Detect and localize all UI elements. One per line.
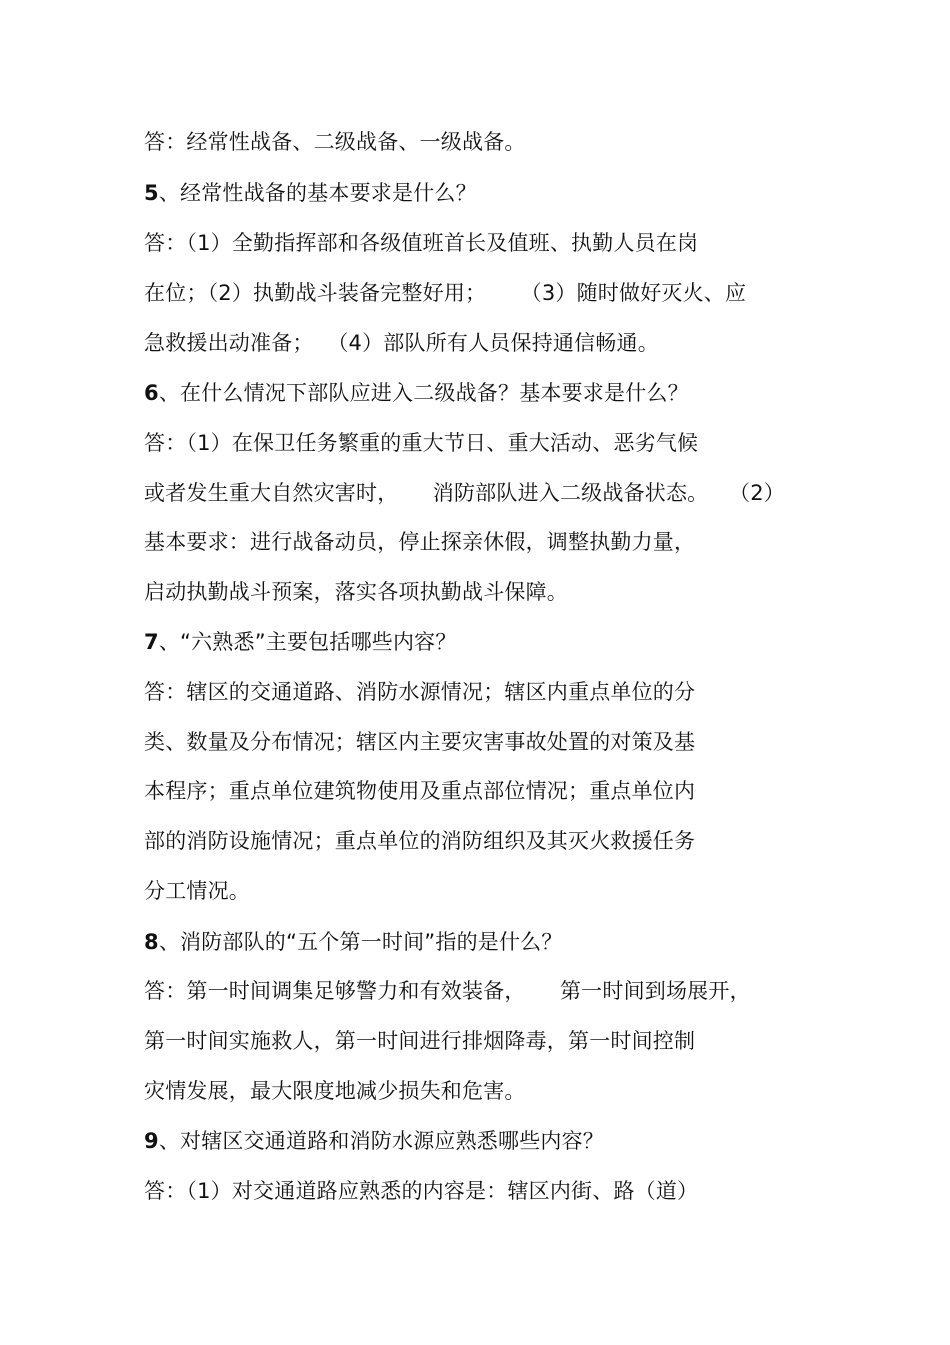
- answer-line: 在位；（2）执勤战斗装备完整好用； （3）随时做好灭火、应: [144, 281, 747, 305]
- answer-line: 答：（1）全勤指挥部和各级值班首长及值班、执勤人员在岗: [144, 231, 699, 255]
- question-6: 6、在什么情况下部队应进入二级战备？基本要求是什么？: [144, 381, 689, 405]
- answer-line: 基本要求：进行战备动员，停止探亲休假，调整执勤力量，: [144, 530, 696, 554]
- question-number: 6: [144, 381, 159, 405]
- answer-line: 灾情发展，最大限度地减少损失和危害。: [144, 1079, 526, 1103]
- answer-line: 答：（1）对交通道路应熟悉的内容是：辖区内街、路（道）: [144, 1179, 699, 1203]
- answer-line: 本程序；重点单位建筑物使用及重点部位情况；重点单位内: [144, 779, 696, 803]
- answer-line: 急救援出动准备； （4）部队所有人员保持通信畅通。: [144, 331, 659, 355]
- question-number: 8: [144, 930, 159, 954]
- answer-line: 答：经常性战备、二级战备、一级战备。: [144, 130, 526, 154]
- answer-line: 答：（1）在保卫任务繁重的重大节日、重大活动、恶劣气候: [144, 431, 699, 455]
- answer-line: 部的消防设施情况；重点单位的消防组织及其灭火救援任务: [144, 829, 696, 853]
- answer-line: 分工情况。: [144, 879, 250, 903]
- answer-line: 或者发生重大自然灾害时， 消防部队进入二级战备状态。 （2）: [144, 481, 785, 505]
- answer-line: 启动执勤战斗预案，落实各项执勤战斗保障。: [144, 580, 568, 604]
- question-5: 5、经常性战备的基本要求是什么？: [144, 181, 477, 205]
- answer-line: 类、数量及分布情况；辖区内主要灾害事故处置的对策及基: [144, 730, 696, 754]
- answer-line: 第一时间实施救人，第一时间进行排烟降毒，第一时间控制: [144, 1029, 696, 1053]
- question-number: 9: [144, 1129, 159, 1153]
- question-number: 5: [144, 181, 159, 205]
- question-7: 7、“六熟悉”主要包括哪些内容？: [144, 630, 457, 654]
- question-9: 9、对辖区交通道路和消防水源应熟悉哪些内容？: [144, 1129, 605, 1153]
- question-number: 7: [144, 630, 159, 654]
- answer-line: 答：第一时间调集足够警力和有效装备， 第一时间到场展开，: [144, 979, 751, 1003]
- question-8: 8、消防部队的“五个第一时间”指的是什么？: [144, 930, 563, 954]
- answer-line: 答：辖区的交通道路、消防水源情况；辖区内重点单位的分: [144, 680, 696, 704]
